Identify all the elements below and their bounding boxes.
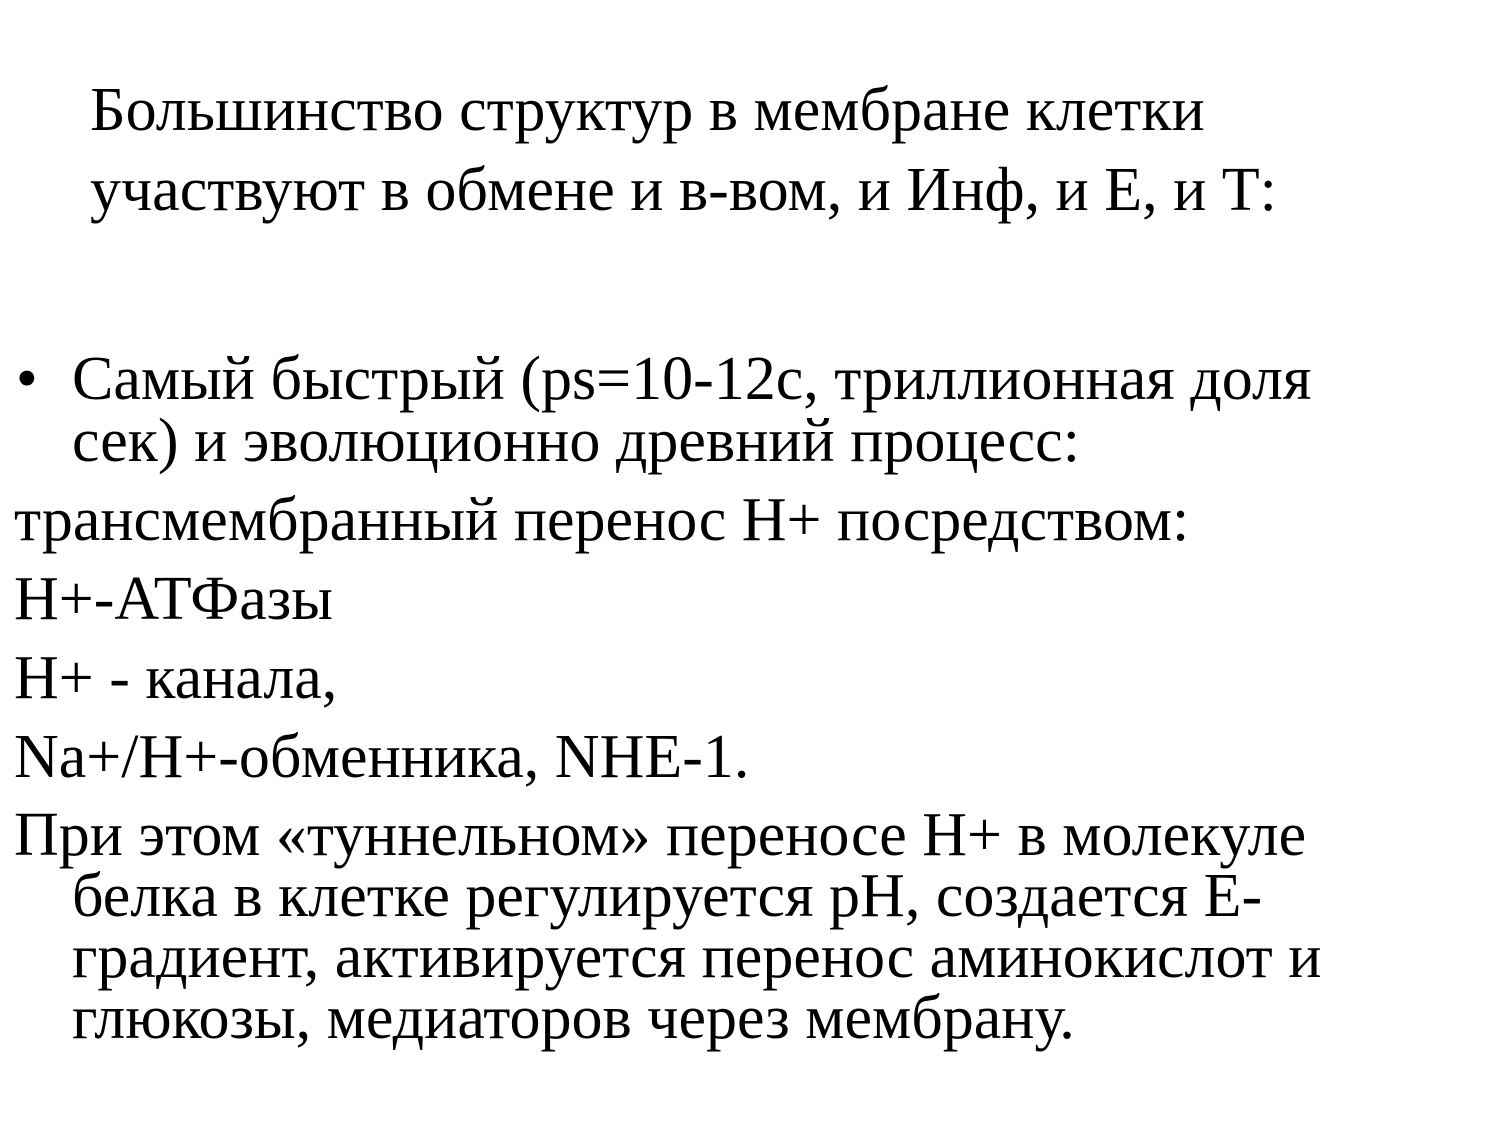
paragraph-channel: Н+ - канала, <box>14 644 338 712</box>
closing-line-3: градиент, активируется перенос аминокислот и <box>72 923 1322 991</box>
paragraph-exchanger: Na+/H+-обменника, NHE-1. <box>14 723 750 791</box>
closing-line-2: белка в клетке регулируется рН, создается Е- <box>72 862 1263 930</box>
bullet-line-1: Самый быстрый (ps=10-12с, триллионная доля <box>72 345 1312 413</box>
title-line-2: участвуют в обмене и в-вом, и Инф, и Е, и Т: <box>90 156 1277 224</box>
bullet-item <box>0 345 1500 475</box>
closing-line-4: глюкозы, медиаторов через мембрану. <box>72 984 1075 1052</box>
paragraph-atpase: Н+-АТФазы <box>14 565 333 633</box>
paragraph-transmembrane: трансмембранный перенос Н+ посредством: <box>14 486 1190 554</box>
slide-body <box>0 345 1500 1052</box>
closing-line-1: При этом «туннельном» переносе Н+ в молекуле <box>14 801 1307 869</box>
slide-title <box>90 70 1470 230</box>
bullet-line-2: сек) и эволюционно древний процесс: <box>72 407 1080 475</box>
title-line-1: Большинство структур в мембране клетки <box>90 76 1205 144</box>
bullet-icon: • <box>16 345 38 413</box>
closing-paragraph <box>0 801 1500 1052</box>
